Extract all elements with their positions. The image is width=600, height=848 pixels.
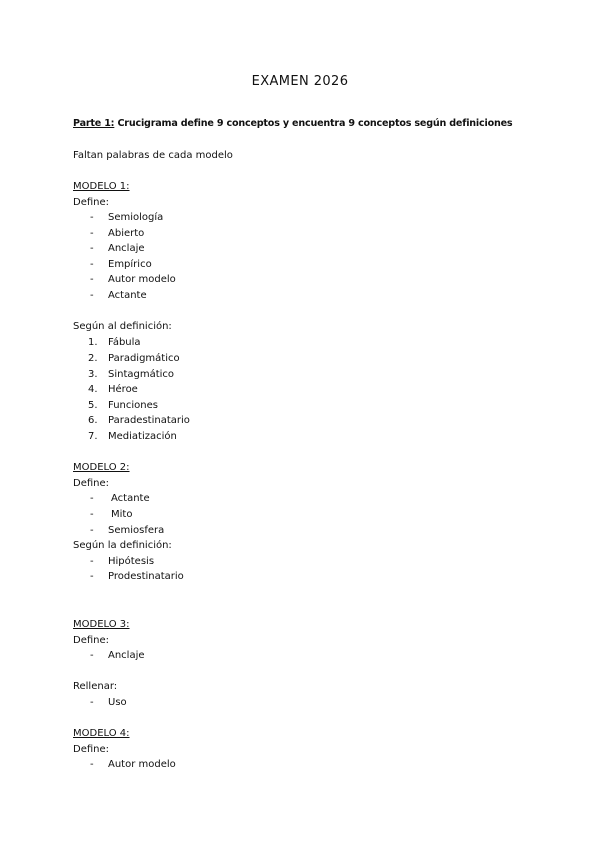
modelo-2-heading: MODELO 2: [73, 462, 130, 473]
bullet-dash: - [90, 212, 94, 223]
part-label: Parte 1: [73, 118, 115, 129]
list-item-text: Anclaje [108, 650, 145, 661]
list-item-text: Actante [111, 493, 150, 504]
bullet-dash: - [90, 525, 94, 536]
bullet-dash: - [90, 759, 94, 770]
list-item-text: Mito [111, 509, 133, 520]
bullet-dash: - [90, 290, 94, 301]
list-item-text: Semiosfera [108, 525, 165, 536]
modelo-1-heading: MODELO 1: [73, 181, 130, 192]
modelo-4-heading: MODELO 4: [73, 728, 130, 739]
list-item-text: Anclaje [108, 243, 145, 254]
bullet-dash: - [90, 509, 94, 520]
numbered-item-text: Sintagmático [108, 369, 175, 380]
list-item-text: Actante [108, 290, 147, 301]
numbered-item-text: Paradestinatario [108, 415, 190, 426]
item-number: 7. [88, 431, 98, 442]
modelo-3-heading: MODELO 3: [73, 619, 130, 630]
list-item-text: Semiología [108, 212, 164, 223]
modelo-2-segun-label: Según la definición: [73, 540, 172, 551]
item-number: 1. [88, 337, 98, 348]
part-text: Crucigrama define 9 conceptos y encuentra 9 conceptos según definiciones [114, 118, 513, 129]
bullet-dash: - [90, 697, 94, 708]
numbered-item-text: Funciones [108, 400, 158, 411]
list-item-text: Abierto [108, 228, 145, 239]
list-item-text: Empírico [108, 259, 152, 270]
numbered-item-text: Mediatización [108, 431, 177, 442]
bullet-dash: - [90, 493, 94, 504]
numbered-item-text: Héroe [108, 384, 138, 395]
list-item-text: Hipótesis [108, 556, 155, 567]
modelo-4-define-label: Define: [73, 744, 110, 755]
numbered-item-text: Paradigmático [108, 353, 180, 364]
bullet-dash: - [90, 650, 94, 661]
bullet-dash: - [90, 228, 94, 239]
item-number: 5. [88, 400, 98, 411]
list-item-text: Autor modelo [108, 759, 176, 770]
modelo-3-rellenar-label: Rellenar: [73, 681, 118, 692]
bullet-dash: - [90, 274, 94, 285]
item-number: 6. [88, 415, 98, 426]
item-number: 4. [88, 384, 98, 395]
note-text: Faltan palabras de cada modelo [73, 150, 233, 161]
bullet-dash: - [90, 556, 94, 567]
document-title: EXAMEN 2026 [251, 74, 349, 89]
list-item-text: Uso [108, 697, 127, 708]
modelo-1-segun-label: Según al definición: [73, 321, 172, 332]
numbered-item-text: Fábula [108, 337, 141, 348]
list-item-text: Autor modelo [108, 274, 176, 285]
modelo-1-define-label: Define: [73, 197, 110, 208]
bullet-dash: - [90, 571, 94, 582]
modelo-2-define-label: Define: [73, 478, 110, 489]
bullet-dash: - [90, 243, 94, 254]
item-number: 2. [88, 353, 98, 364]
bullet-dash: - [90, 259, 94, 270]
part-heading [73, 117, 512, 131]
modelo-3-define-label: Define: [73, 635, 110, 646]
list-item-text: Prodestinatario [108, 571, 184, 582]
item-number: 3. [88, 369, 98, 380]
